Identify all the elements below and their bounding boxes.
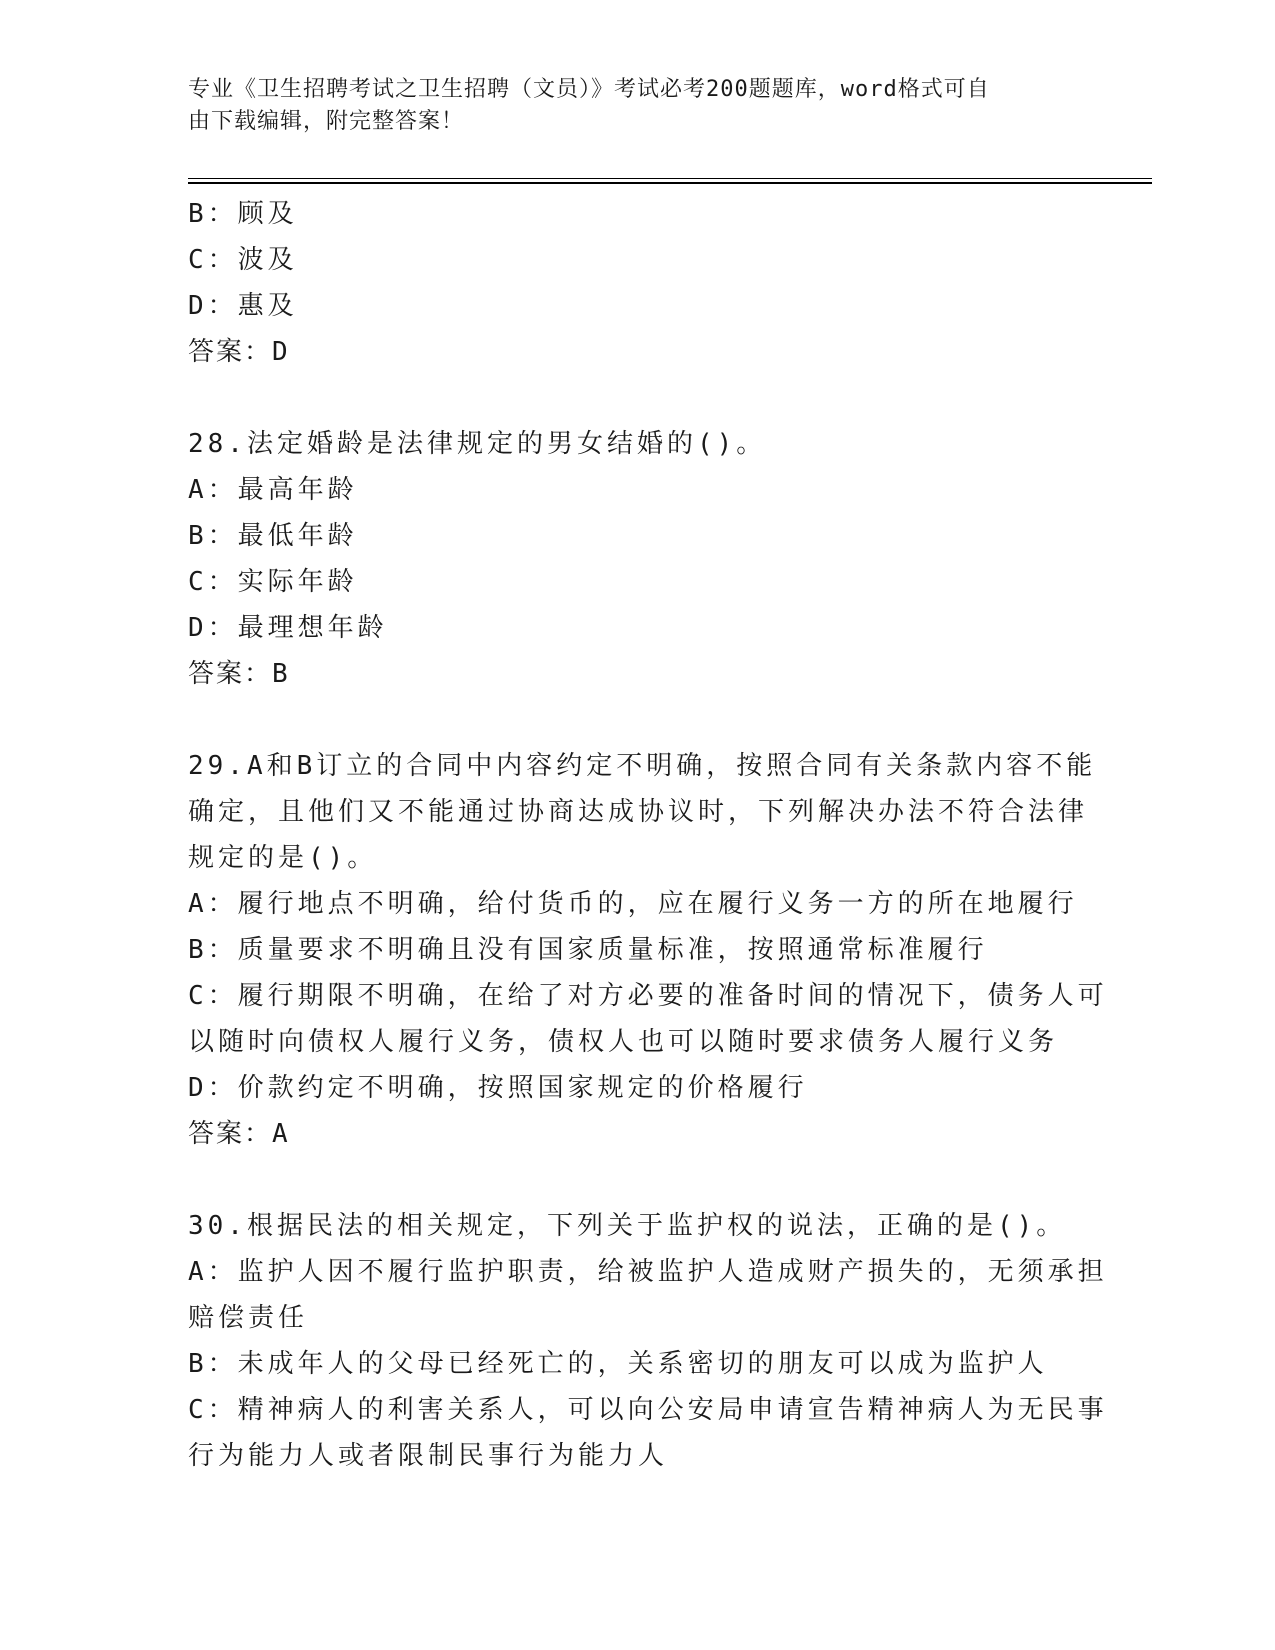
header-line-2: 由下载编辑，附完整答案！ [188, 109, 465, 134]
option-line: C：精神病人的利害关系人，可以向公安局申请宣告精神病人为无民事 [188, 1395, 1108, 1425]
option-line: B：未成年人的父母已经死亡的，关系密切的朋友可以成为监护人 [188, 1349, 1048, 1379]
question-stem: 30.根据民法的相关规定，下列关于监护权的说法，正确的是()。 [188, 1211, 1067, 1241]
document-header [188, 74, 1068, 138]
option-line: B：最低年龄 [188, 521, 358, 551]
header-line-1: 专业《卫生招聘考试之卫生招聘（文员）》考试必考200题题库，word格式可自 [188, 77, 990, 102]
question-stem: 确定，且他们又不能通过协商达成协议时，下列解决办法不符合法律 [188, 797, 1089, 827]
answer-line: 答案：A [188, 1119, 290, 1149]
option-line: A：履行地点不明确，给付货币的，应在履行义务一方的所在地履行 [188, 889, 1078, 919]
header-divider-thick [188, 182, 1152, 184]
option-line: 赔偿责任 [188, 1303, 309, 1333]
question-stem: 28.法定婚龄是法律规定的男女结婚的()。 [188, 429, 767, 459]
option-line: 以随时向债权人履行义务，债权人也可以随时要求债务人履行义务 [188, 1027, 1059, 1057]
document-body [188, 191, 1108, 1479]
question-30 [188, 1203, 1108, 1479]
option-line: C：履行期限不明确，在给了对方必要的准备时间的情况下，债务人可 [188, 981, 1108, 1011]
question-spacer [188, 697, 1088, 743]
question-27-continued [188, 191, 1088, 375]
question-spacer [188, 375, 1088, 421]
option-line: A：最高年龄 [188, 475, 358, 505]
option-line: D：惠及 [188, 291, 298, 321]
answer-line: 答案：D [188, 337, 290, 367]
header-divider-thin [188, 178, 1152, 179]
question-spacer [188, 1157, 1088, 1203]
option-line: A：监护人因不履行监护职责，给被监护人造成财产损失的，无须承担 [188, 1257, 1108, 1287]
answer-line: 答案：B [188, 659, 290, 689]
option-line: C：波及 [188, 245, 298, 275]
option-line: D：最理想年龄 [188, 613, 388, 643]
option-line: 行为能力人或者限制民事行为能力人 [188, 1441, 669, 1471]
question-28 [188, 421, 1088, 697]
question-stem: 规定的是()。 [188, 843, 378, 873]
question-29 [188, 743, 1108, 1157]
option-line: C：实际年龄 [188, 567, 358, 597]
question-stem: 29.A和B订立的合同中内容约定不明确，按照合同有关条款内容不能 [188, 751, 1097, 781]
option-line: D：价款约定不明确，按照国家规定的价格履行 [188, 1073, 808, 1103]
option-line: B：顾及 [188, 199, 298, 229]
option-line: B：质量要求不明确且没有国家质量标准，按照通常标准履行 [188, 935, 988, 965]
